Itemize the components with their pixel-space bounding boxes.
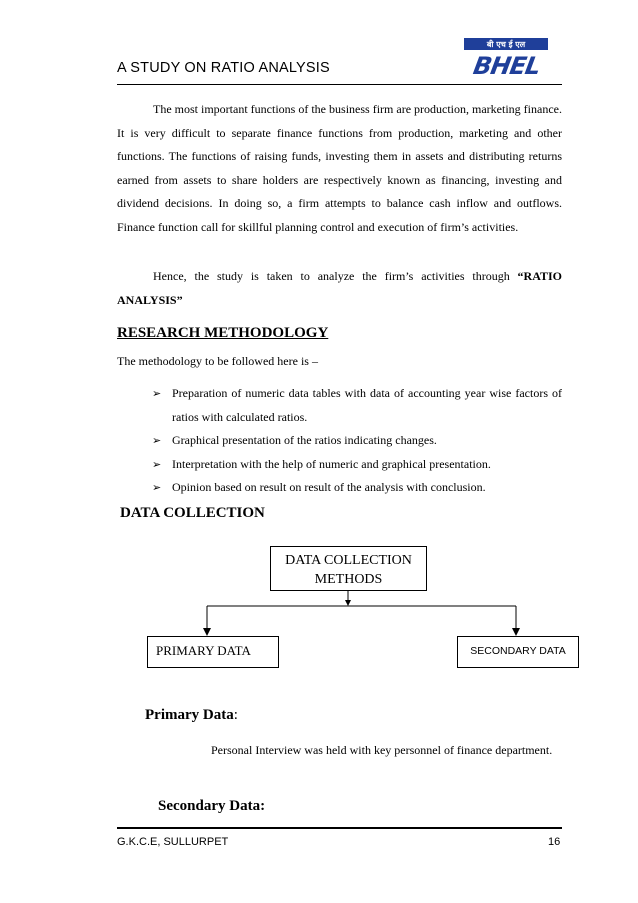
arrow-bullet-icon: ➢ bbox=[152, 457, 162, 471]
footer-college: G.K.C.E, SULLURPET bbox=[117, 836, 229, 848]
primary-data-heading-text: Primary Data bbox=[145, 707, 234, 723]
arrow-bullet-icon: ➢ bbox=[152, 481, 162, 494]
connector-arrow-icon bbox=[345, 600, 351, 606]
arrow-down-icon bbox=[203, 628, 211, 636]
study-paragraph-text: Hence, the study is taken to analyze the firm’s activities through bbox=[153, 269, 518, 283]
footer-rule bbox=[117, 827, 562, 829]
study-paragraph-bold: “RATIO ANALYSIS” bbox=[117, 269, 562, 307]
logo-hindi-text: बी एच ई एल bbox=[486, 40, 526, 49]
research-methodology-heading: RESEARCH METHODOLOGY bbox=[117, 325, 329, 341]
data-collection-heading: DATA COLLECTION bbox=[120, 505, 265, 521]
list-item-text: Preparation of numeric data tables with data of accounting year wise factors of ratios with calculated ratios. bbox=[172, 386, 562, 424]
methodology-intro: The methodology to be followed here is – bbox=[117, 354, 318, 368]
primary-data-colon: : bbox=[233, 707, 238, 723]
list-item-text: Interpretation with the help of numeric and graphical presentation. bbox=[172, 456, 491, 471]
arrow-bullet-icon: ➢ bbox=[152, 434, 162, 447]
page-number: 16 bbox=[548, 836, 561, 848]
list-item-text: Graphical presentation of the ratios indicating changes. bbox=[172, 433, 437, 447]
primary-data-box: PRIMARY DATA bbox=[147, 636, 279, 668]
list-item-text: Opinion based on result on result of the analysis with conclusion. bbox=[172, 480, 486, 494]
primary-data-text: Personal Interview was held with key personnel of finance department. bbox=[211, 743, 553, 757]
arrow-down-icon bbox=[512, 628, 520, 636]
logo-text: BHEL bbox=[471, 52, 543, 80]
primary-data-heading bbox=[145, 707, 238, 724]
secondary-data-heading: Secondary Data: bbox=[158, 798, 266, 814]
methods-box: DATA COLLECTION METHODS bbox=[270, 546, 427, 591]
secondary-data-box: SECONDARY DATA bbox=[457, 636, 579, 668]
arrow-bullet-icon: ➢ bbox=[152, 387, 162, 400]
intro-paragraph: The most important functions of the business firm are production, marketing finance. It is very difficult to separate finance functions from production, marketing and other functions. The functions of raising funds, investing them in assets and distributing returns earned from assets to share holders are respectively known as financing, investing and dividend decisions. In doing so, a firm attempts to balance cash inflow and outflows. Finance function call for skillful planning control and execution of firm’s activities. bbox=[117, 102, 562, 234]
page-header-title: A STUDY ON RATIO ANALYSIS bbox=[117, 60, 330, 76]
